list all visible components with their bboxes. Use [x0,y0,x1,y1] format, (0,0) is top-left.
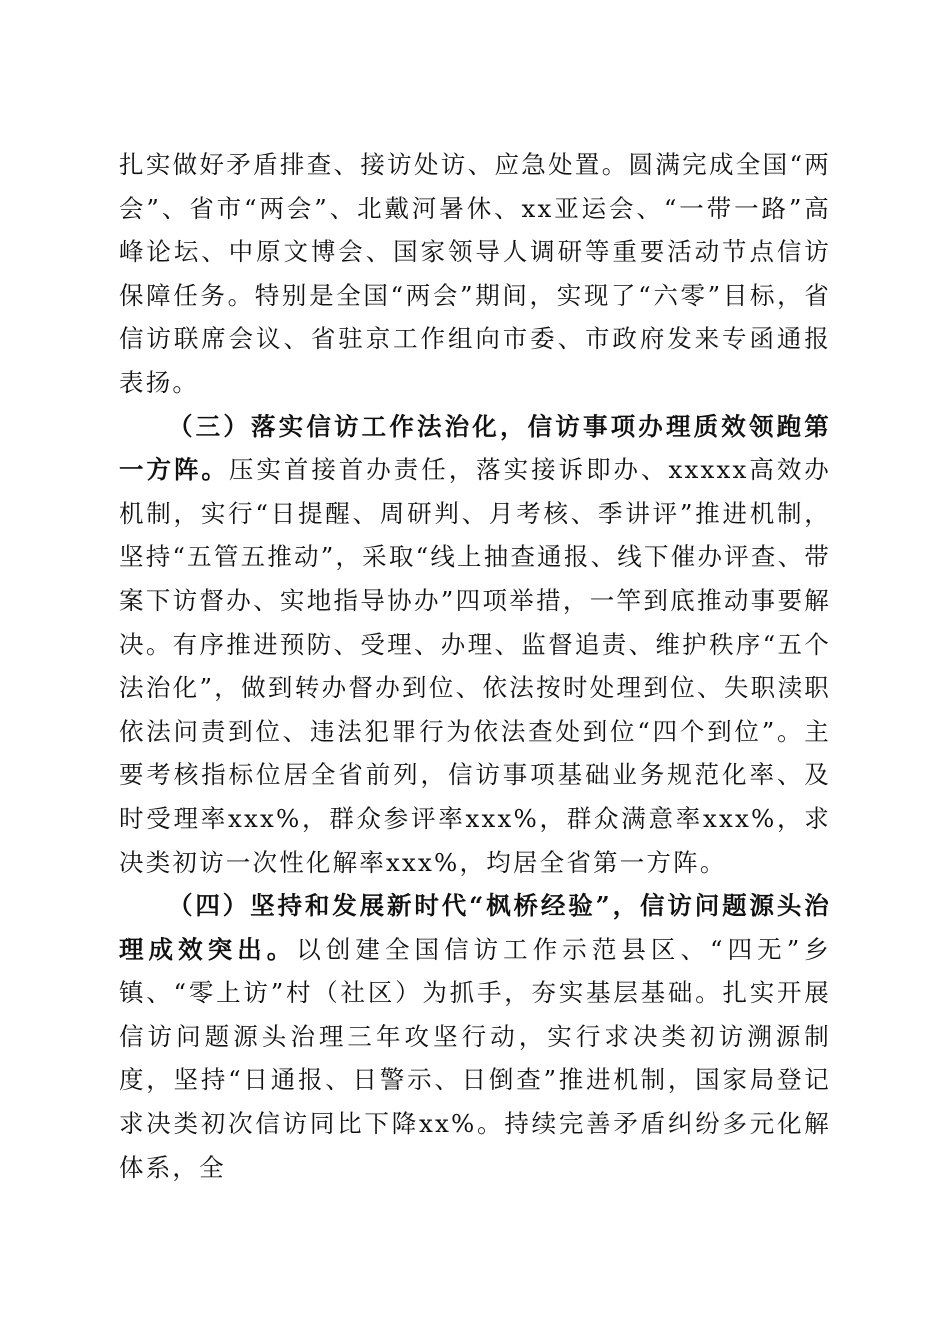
paragraph-1-text: 扎实做好矛盾排查、接访处访、应急处置。圆满完成全国“两会”、省市“两会”、北戴河暑休、xx亚运会、“一带一路”高峰论坛、中原文博会、国家领导人调研等重要活动节点信访保障任务。特别是全国“两会”期间，实现了“六零”目标，省信访联席会议、省驻京工作组向市委、市政府发来专函通报表扬。 [119,150,831,397]
paragraph-1 [119,143,831,405]
section-heading-3: （三）落实信访工作法治化，信访事项办理质效领跑第一方阵。 [119,411,831,485]
section-heading-4: （四）坚持和发展新时代“枫桥经验”，信访问题源头治理成效突出。 [119,891,831,964]
paragraph-2-text: 压实首接首办责任，落实接诉即办、xxxxx高效办机制，实行“日提醒、周研判、月考核、季讲评”推进机制，坚持“五管五推动”，采取“线上抽查通报、线下催办评查、带案下访督办、实地指导协办”四项举措，一竿到底推动事要解决。有序推进预防、受理、办理、监督追责、维护秩序“五个法治化”，做到转办督办到位、依法按时处理到位、失职渎职依法问责到位、违法犯罪行为依法查处到位“四个到位”。主要考核指标位居全省前列，信访事项基础业务规范化率、及时受理率xxx%，群众参评率xxx%，群众满意率xxx%，求决类初访一次性化解率xxx%，均居全省第一方阵。 [119,455,831,877]
paragraph-3-text: 以创建全国信访工作示范县区、“四无”乡镇、“零上访”村（社区）为抓手，夯实基层基础。扎实开展信访问题源头治理三年攻坚行动，实行求决类初访溯源制度，坚持“日通报、日警示、日倒查”推进机制，国家局登记求决类初次信访同比下降xx%。持续完善矛盾纠纷多元化解体系，全 [119,934,831,1182]
paragraph-3 [119,884,831,1189]
document-page [119,143,831,1189]
paragraph-2 [119,405,831,885]
